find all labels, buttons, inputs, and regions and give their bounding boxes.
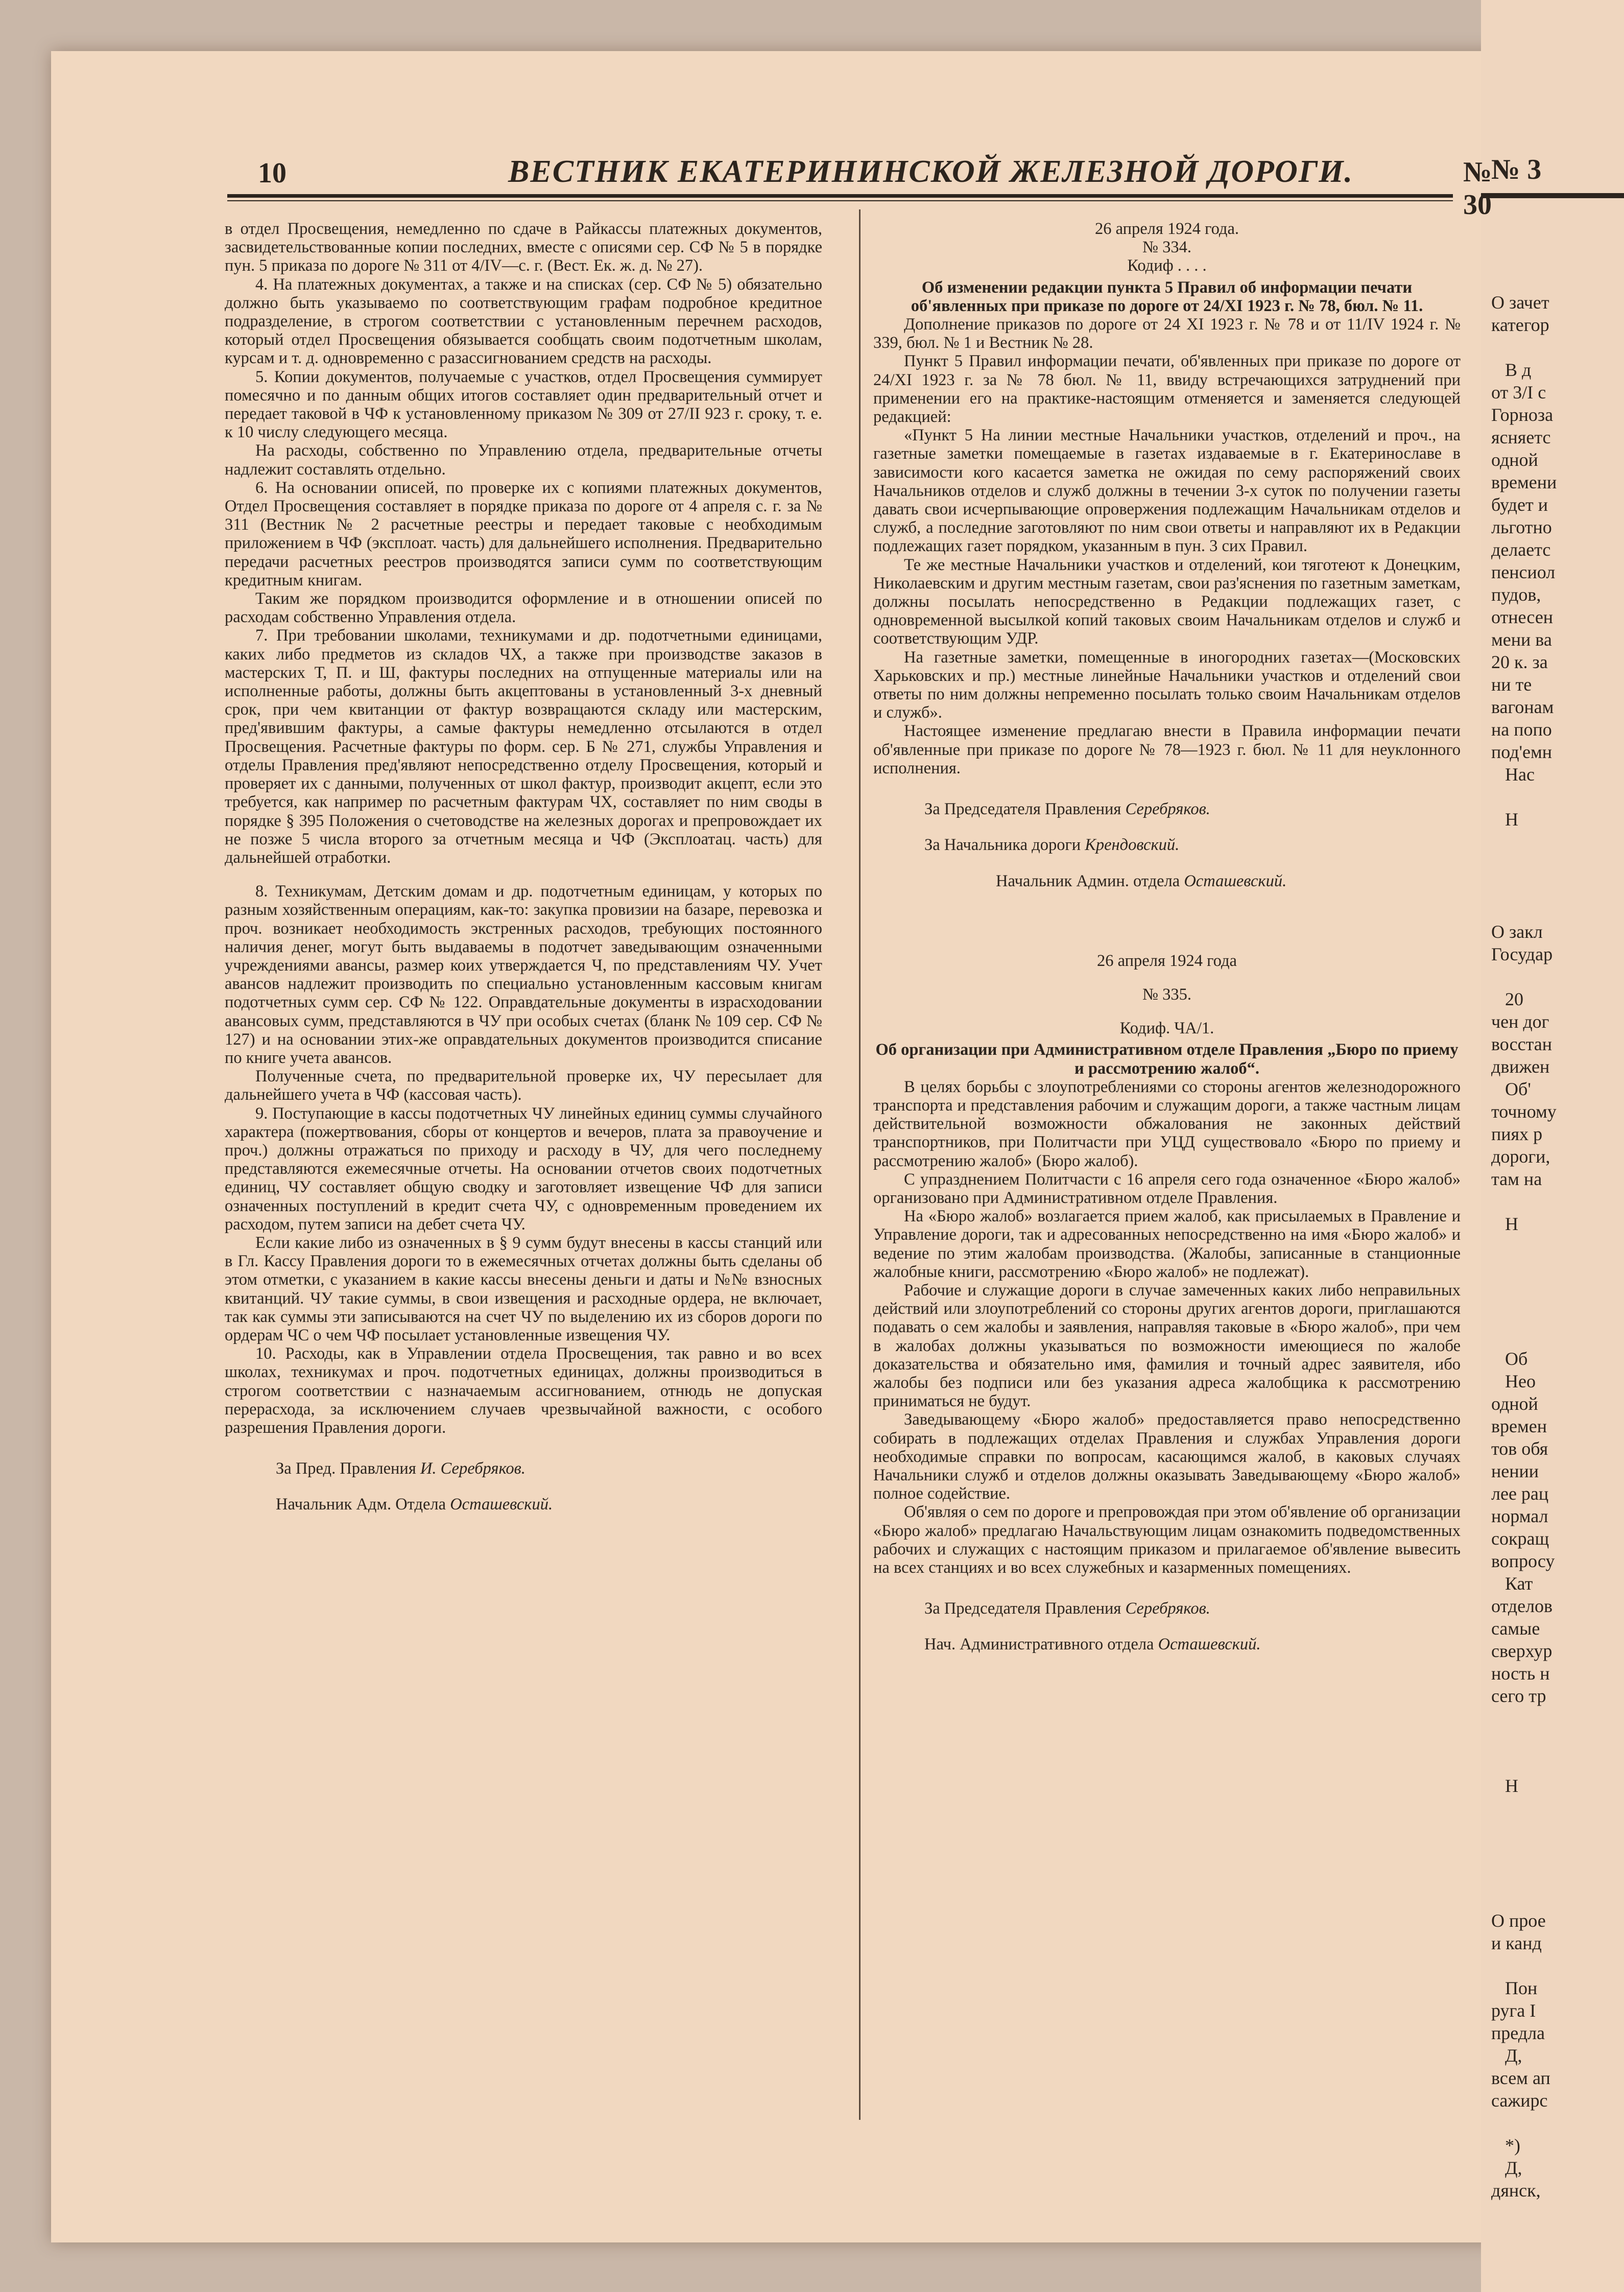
order-date: 26 апреля 1924 года. — [1094, 220, 1239, 238]
page-number: 10 — [258, 157, 286, 189]
paragraph: 4. На платежных документах, а также и на списках (сер. СФ № 5) обязательно должно быть указываемо по соответствующим графам подробное кредитное подразделение, в строгом соответствии с установленным перечнем расходов, который отдел Просвещения обязывается сообщать своим подотчетным школам, курсам и т. д. одновременно с разассигнованием средств на расходы. — [225, 275, 822, 368]
paragraph: Те же местные Начальники участков и отделений, кои тяготеют к Донецким, Николаевским и другим местным газетам, свои раз'яснения по газетным заметкам, должны посылать непосредственно в Редакции подлежащих газет, с одновременной высылкой копий таковых своим Начальникам отделов и служб и соответствующим УДР. — [873, 555, 1461, 648]
signature-line — [225, 1495, 822, 1514]
signature-line — [873, 1635, 1461, 1653]
signature-name: Осташевский. — [450, 1495, 553, 1514]
paragraph: Полученные счета, по предварительной проверке их, ЧУ пересылает для дальнейшего учета в ЧФ (кассовая часть). — [225, 1067, 822, 1104]
order-code: Кодиф . . . . — [1127, 256, 1207, 275]
paragraph: Заведывающему «Бюро жалоб» предоставляется право непосредственно собирать в подлежащих отделах Правления и службах Управления дороги необходимые справки по вопросам, касающимся жалоб, в каковых случаях Начальники служб и отделов должны оказывать Заведывающему «Бюро жалоб» полное содействие. — [873, 1410, 1461, 1503]
signature-name: И. Серебряков. — [420, 1459, 526, 1478]
signature-name: Осташевский. — [1184, 871, 1287, 890]
paragraph: В целях борьбы с злоупотреблениями со стороны агентов железнодорожного транспорта и представления рабочим и служащим дороги, а также частным лицам действительной возможности обжалования не законных действий транспортников, при Политчасти при УЦД существовало «Бюро по приему и рассмотрению жалоб» (Бюро жалоб). — [873, 1077, 1461, 1170]
signature-title: Начальник Адм. Отдела — [276, 1495, 446, 1514]
column-divider — [859, 209, 861, 2120]
newspaper-title: ВЕСТНИК ЕКАТЕРИНИНСКОЙ ЖЕЛЕЗНОЙ ДОРОГИ. — [508, 154, 1354, 189]
signature-title: За Председателя Правления — [924, 1599, 1121, 1618]
order-title: Об организации при Административном отделе Правления „Бюро по приему и рассмотрению жалоб“. — [875, 1041, 1459, 1078]
paragraph: Рабочие и служащие дороги в случае замеченных каких либо неправильных действий или злоупотреблений со стороны других агентов дороги, приглашаются подавать о сем жалобы и заявления, направляя таковые в «Бюро жалоб», при чем в жалобах должны указываться по возможности имеющиеся по жалобе доказательства и обязательно имя, фамилия и точный адрес заявителя, ибо жалобы без подписи или без указания адреса жалобщика к рассмотрению приниматься не будут. — [873, 1281, 1461, 1411]
signature-name: Серебряков. — [1125, 800, 1210, 819]
paragraph: в отдел Просвещения, немедленно по сдаче в Райкассы платежных документов, засвидетельствованные копии последних, вместе с описями сер. СФ № 5 в порядке пун. 5 приказа по дороге № 311 от 4/IV—с. г. (Вест. Ек. ж. д. № 27). — [225, 220, 822, 275]
signature-line — [873, 872, 1461, 890]
paragraph: 9. Поступающие в кассы подотчетных ЧУ линейных единиц суммы случайного характера (пожертвования, сборы от концертов и вечеров, плата за правоучение и проч.) должны отражаться по приходу и расходу в ЧУ, для чего последнему представляются ежемесячные отчеты. На основании отчетов своих подотчетных единиц, ЧУ составляет общую сводку и заготовляет извещение ЧФ для записи означенных поступлений в кредит счета ЧУ, с одновременным проведением их расходом, путем записи на дебет счета ЧУ. — [225, 1104, 822, 1234]
paragraph: На «Бюро жалоб» возлагается прием жалоб, как присылаемых в Правление и Управление дороги, так и адресованных непосредственно на имя «Бюро жалоб» и ведение по этим жалобам производства. (Жалобы, записанные в станционные жалобные книги, рассмотрению «Бюро жалоб» не подлежат). — [873, 1207, 1461, 1281]
order-title: Об изменении редакции пункта 5 Правил об информации печати об'явленных при приказе по дороге от 24/XI 1923 г. № 78, бюл. № 11. — [911, 278, 1423, 315]
header-rule-thin — [227, 200, 1453, 201]
paragraph: Таким же порядком производится оформление и в отношении описей по расходам собственно Управления отдела. — [225, 589, 822, 627]
paragraph: 5. Копии документов, получаемые с участков, отдел Просвещения суммирует помесячно и по данным общих итогов составляет один предварительный отчет и передает таковой в ЧФ к установленному приказом № 309 от 27/II 923 г. сроку, т. е. к 10 числу следующего месяца. — [225, 367, 822, 442]
paragraph: Если какие либо из означенных в § 9 сумм будут внесены в кассы станций или в Гл. Кассу Правления дороги то в ежемесячных отчетах должны быть сделаны об этом отметки, с указанием в какие кассы внесены деньги и даты и №№ взносных квитанций. ЧУ такие суммы, в свои извещения и расходные ордера, не включает, так как суммы эти записываются на счет ЧУ по выделению их из сборов дороги по ордерам ЧС о чем ЧФ посылает установленные извещения ЧУ. — [225, 1233, 822, 1344]
order-date: 26 апреля 1924 года — [1097, 951, 1237, 970]
paragraph: Об'являя о сем по дороге и препровождая при этом об'явление об организации «Бюро жалоб» предлагаю Начальствующим лицам ознакомить подведомственных рабочих и служащих с настоящим приказом и прилагаемое об'явление вывесить на всех станциях и во всех служебных и казарменных помещениях. — [873, 1503, 1461, 1577]
paragraph: На расходы, собственно по Управлению отдела, предварительные отчеты надлежит составлять отдельно. — [225, 441, 822, 479]
signature-title: За Начальника дороги — [924, 836, 1081, 855]
paragraph: На газетные заметки, помещенные в иногородних газетах—(Московских Харьковских и пр.) местные линейные Начальники участков и отделений свои ответы по ним должны непременно посылать только своим Начальникам отделов и служб». — [873, 648, 1461, 722]
signature-title: Начальник Админ. отдела — [996, 871, 1180, 890]
paragraph: 7. При требовании школами, техникумами и др. подотчетными единицами, каких либо предметов из складов ЧХ, а также при производстве заказов в мастерских Т, П. и Ш, фактуры последних на отпущенные материалы или на исполненные работы, должны быть акцептованы в установленный 3-х дневный срок, при чем квитанции от фактур возвращаются складу или мастерским, пред'явившим фактуры, а самые фактуры немедленно отсылаются в отдел Просвещения. Расчетные фактуры по форм. сер. Б № 271, службы Управления и отделы Правления пред'являют непосредственно отделу Просвещения, который и проверяет их с данными, полученных от школ фактур, производит акцепт, если это требуется, как например по расчетным фактурам ЧХ, составляет по ним своды в порядке § 395 Положения о счетоводстве на железных дорогах и препровождает их не позже 5 числа второго за отчетным месяца и ЧФ (Эксплоатац. часть) для дальнейшей отработки. — [225, 626, 822, 867]
signature-name: Серебряков. — [1125, 1599, 1210, 1618]
header-rule — [227, 194, 1453, 198]
paragraph: 8. Техникумам, Детским домам и др. подотчетным единицам, у которых по разным хозяйственным операциям, как-то: закупка провизии на базаре, перевозка и проч. возникает необходимость экстренных расходов, требующих постоянного наличия денег, могут быть выдаваемы в подотчет заведывающим означенными учреждениями авансы, размер коих утверждается Ч, по представлениям ЧУ. Учет авансов надлежит производить по специально установленным кассовым книгам подотчетных сумм сер. СФ № 122. Оправдательные документы в израсходовании авансовых сумм, представляются в ЧУ при особых счетах (бланк № 109 сер. СФ № 127) и на основании этих-же оправдательных документов производится списание по книге учета авансов. — [225, 882, 822, 1067]
next-page-edge — [1481, 0, 1624, 2292]
next-page-header: № 3 — [1491, 154, 1542, 185]
left-column — [225, 220, 822, 2120]
paragraph: «Пункт 5 На линии местные Начальники участков, отделений и проч., на газетные заметки помещаемые в газетах издаваемые в г. Екатеринославе в зависимости кого касается заметка не ожидая по сему распоряжений своих Начальников отделов и служб должны в течении 3-х суток по получении газеты давать свои исчерпывающие опровержения подлежащим Начальникам отделов и служб, а последние заготовляют по ним свои ответы и направляют их в Редакции подлежащих газет порядком, указанным в пун. 3 сих Правил. — [873, 426, 1461, 556]
paragraph: С упразднением Политчасти с 16 апреля сего года означенное «Бюро жалоб» организовано при Административном отделе Правления. — [873, 1170, 1461, 1207]
signature-title: Нач. Административного отдела — [924, 1635, 1154, 1654]
paragraph: 10. Расходы, как в Управлении отдела Просвещения, так равно и во всех школах, техникумах и проч. подотчетных единицах, должны производиться в строгом соответствии с назначаемым ассигнованием, отнюдь не допуская перерасхода, за исключением случаев чрезвычайной важности, с особого разрешения Правления дороги. — [225, 1344, 822, 1437]
right-column — [873, 220, 1461, 2110]
signature-title: За Председателя Правления — [924, 800, 1121, 819]
next-page-rule — [1481, 193, 1624, 198]
signature-line — [873, 800, 1461, 818]
paragraph: Пункт 5 Правил информации печати, об'явленных при приказе по дороге от 24/XI 1923 г. за № 78 бюл. № 11, ввиду встречающихся затруднений при применении его на практике-настоящим отменяется и заменяется следующей редакцией: — [873, 352, 1461, 427]
paragraph: 6. На основании описей, по проверке их с копиями платежных документов, Отдел Просвещения составляет в порядке приказа по дороге от 4 апреля с. г. за № 311 (Вестник № 2 расчетные реестры и передает таковые с необходимым приложением в ЧФ (эксплоат. часть) для дальнейшего исполнения. Предварительно передачи расчетных реестров производятся записи сумм по соответствующим кредитным книгам. — [225, 478, 822, 589]
order-number: № 335. — [1142, 985, 1191, 1004]
signature-line — [225, 1459, 822, 1478]
next-page-text: О зачет категор В д от 3/I с Горноза ясняетс одной времени будет и льготно делаетс пенсиол пудов, отнесен мени ва 20 к. за ни те вагонам на попо под'емн Нас Н О закл Государ 20 чен дог восстан движен Об' точному пиях р дороги, там на Н Об Нео одной времен тов обя нении лее рац нормал сокращ вопросу Кат отделов самые сверхур ность н сего тр Н О прое и канд Пон руга I предла Д, всем ап сажирс *) Д, дянск, — [1491, 292, 1557, 2201]
signature-name: Крендовский. — [1085, 836, 1180, 855]
signature-line — [873, 1599, 1461, 1618]
signature-name: Осташевский. — [1158, 1635, 1261, 1654]
paragraph: Дополнение приказов по дороге от 24 XI 1923 г. № 78 и от 11/IV 1924 г. № 339, бюл. № 1 и Вестник № 28. — [873, 315, 1461, 352]
order-number: № 334. — [1142, 238, 1191, 257]
page-header — [176, 151, 1492, 221]
paragraph: Настоящее изменение предлагаю внести в Правила информации печати об'явленные при приказе по дороге № 78—1923 г. бюл. № 11 для неуклонного исполнения. — [873, 722, 1461, 777]
issue-number: № 30 — [1463, 156, 1492, 221]
signature-title: За Пред. Правления — [276, 1459, 416, 1478]
order-code: Кодиф. ЧА/1. — [1119, 1019, 1214, 1038]
signature-line — [873, 836, 1461, 854]
